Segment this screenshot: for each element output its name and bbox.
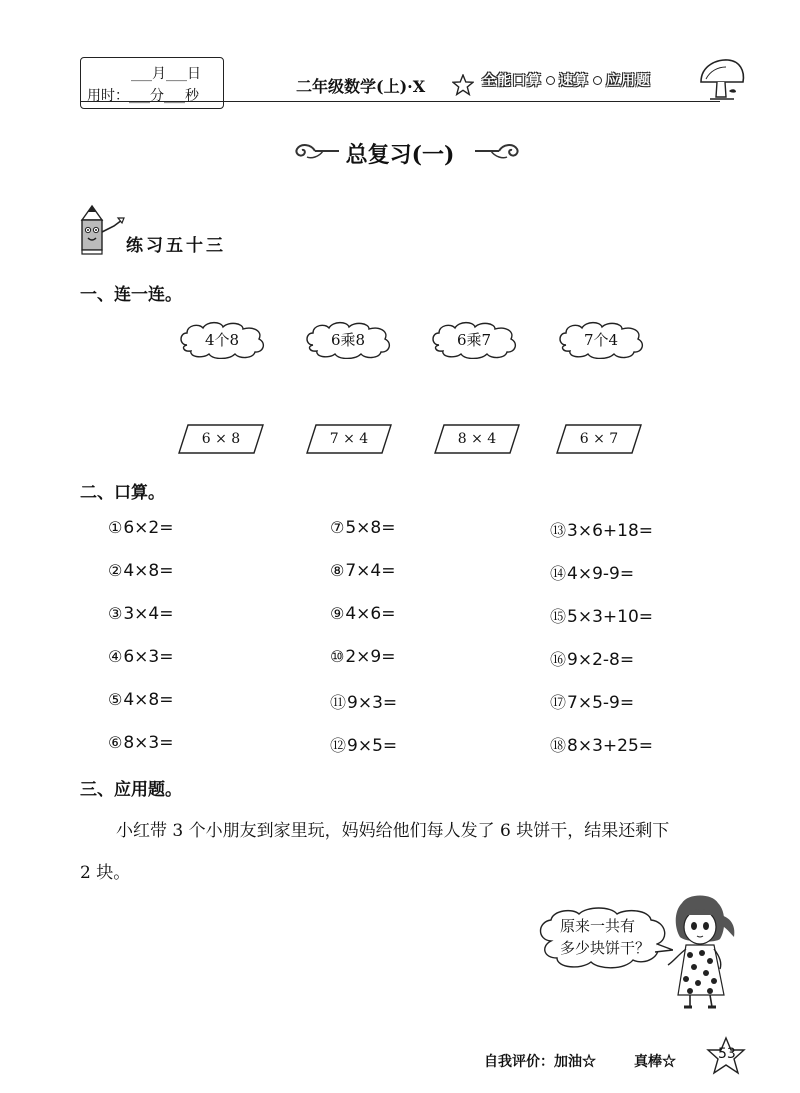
section1-heading: 一、连一连。 bbox=[80, 285, 182, 305]
expr-box-2[interactable] bbox=[306, 424, 392, 454]
section3-heading: 三、应用题。 bbox=[80, 780, 182, 800]
header-divider bbox=[80, 101, 720, 102]
cloud-card-1[interactable] bbox=[177, 321, 267, 359]
cloud-card-2[interactable] bbox=[303, 321, 393, 359]
calc-item[interactable]: ④6×3= bbox=[108, 647, 174, 667]
bubble-line-2: 多少块饼干？ bbox=[560, 939, 651, 957]
calc-item[interactable]: ⑭4×9-9= bbox=[550, 564, 635, 584]
calc-item[interactable]: ⑦5×8= bbox=[330, 518, 396, 538]
tag-speed: 速算 bbox=[559, 73, 589, 89]
calc-item[interactable]: ①6×2= bbox=[108, 518, 174, 538]
bubble-line-1: 原来一共有 bbox=[560, 917, 636, 935]
expr-box-3[interactable] bbox=[434, 424, 520, 454]
problem-line-2: 2 块。 bbox=[80, 863, 131, 883]
calc-item[interactable]: ⑱8×3+25= bbox=[550, 736, 654, 756]
expr-label: 8 × 4 bbox=[457, 431, 497, 447]
dot-icon bbox=[593, 76, 602, 85]
calc-item[interactable]: ③3×4= bbox=[108, 604, 174, 624]
date-line: ___月___日 bbox=[131, 66, 201, 82]
calc-item[interactable]: ⑫9×5= bbox=[330, 736, 398, 756]
problem-line-1: 小红带 3 个小朋友到家里玩，妈妈给他们每人发了 6 块饼干，结果还剩下 bbox=[116, 821, 670, 841]
expr-box-4[interactable] bbox=[556, 424, 642, 454]
calc-item[interactable]: ⑩2×9= bbox=[330, 647, 396, 667]
exercise-label: 练习五十三 bbox=[126, 236, 226, 256]
calc-item[interactable]: ⑤4×8= bbox=[108, 690, 174, 710]
section2-heading: 二、口算。 bbox=[80, 483, 165, 503]
calc-item[interactable]: ⑰7×5-9= bbox=[550, 693, 635, 713]
great-label: 真棒☆ bbox=[634, 1054, 676, 1070]
cloud-card-3[interactable] bbox=[429, 321, 519, 359]
cloud-card-4[interactable] bbox=[556, 321, 646, 359]
star-icon bbox=[452, 74, 474, 96]
header-tags bbox=[482, 70, 651, 90]
book-title: 二年级数学(上)·X bbox=[296, 77, 426, 96]
page-number: 53 bbox=[718, 1046, 736, 1062]
expr-label: 7 × 4 bbox=[329, 431, 369, 447]
expr-label: 6 × 7 bbox=[579, 431, 619, 447]
calc-item[interactable]: ⑥8×3= bbox=[108, 733, 174, 753]
page-title: 总复习(一) bbox=[345, 142, 455, 168]
calc-item[interactable]: ⑬3×6+18= bbox=[550, 521, 654, 541]
expr-label: 6 × 8 bbox=[201, 431, 241, 447]
dot-icon bbox=[546, 76, 555, 85]
calc-item[interactable]: ⑧7×4= bbox=[330, 561, 396, 581]
calc-item[interactable]: ⑯9×2-8= bbox=[550, 650, 635, 670]
cloud-label: 4个8 bbox=[204, 331, 240, 349]
self-eval-label: 自我评价：加油☆ bbox=[484, 1054, 596, 1070]
pencil-mascot-icon bbox=[80, 204, 126, 256]
mushroom-icon bbox=[698, 55, 746, 103]
calc-item[interactable]: ⑨4×6= bbox=[330, 604, 396, 624]
calc-item[interactable]: ②4×8= bbox=[108, 561, 174, 581]
cloud-label: 6乘7 bbox=[456, 331, 492, 349]
expr-box-1[interactable] bbox=[178, 424, 264, 454]
calc-item[interactable]: ⑮5×3+10= bbox=[550, 607, 654, 627]
bubble-text bbox=[560, 915, 650, 959]
girl-illustration-icon bbox=[660, 895, 750, 1015]
time-line: 用时：___分___秒 bbox=[87, 88, 199, 104]
calc-item[interactable]: ⑪9×3= bbox=[330, 693, 398, 713]
cloud-label: 6乘8 bbox=[330, 331, 366, 349]
tag-oral: 全能口算 bbox=[482, 73, 542, 89]
cloud-label: 7个4 bbox=[583, 331, 619, 349]
ornament-right-icon bbox=[473, 141, 521, 161]
tag-word-problem: 应用题 bbox=[606, 73, 651, 89]
